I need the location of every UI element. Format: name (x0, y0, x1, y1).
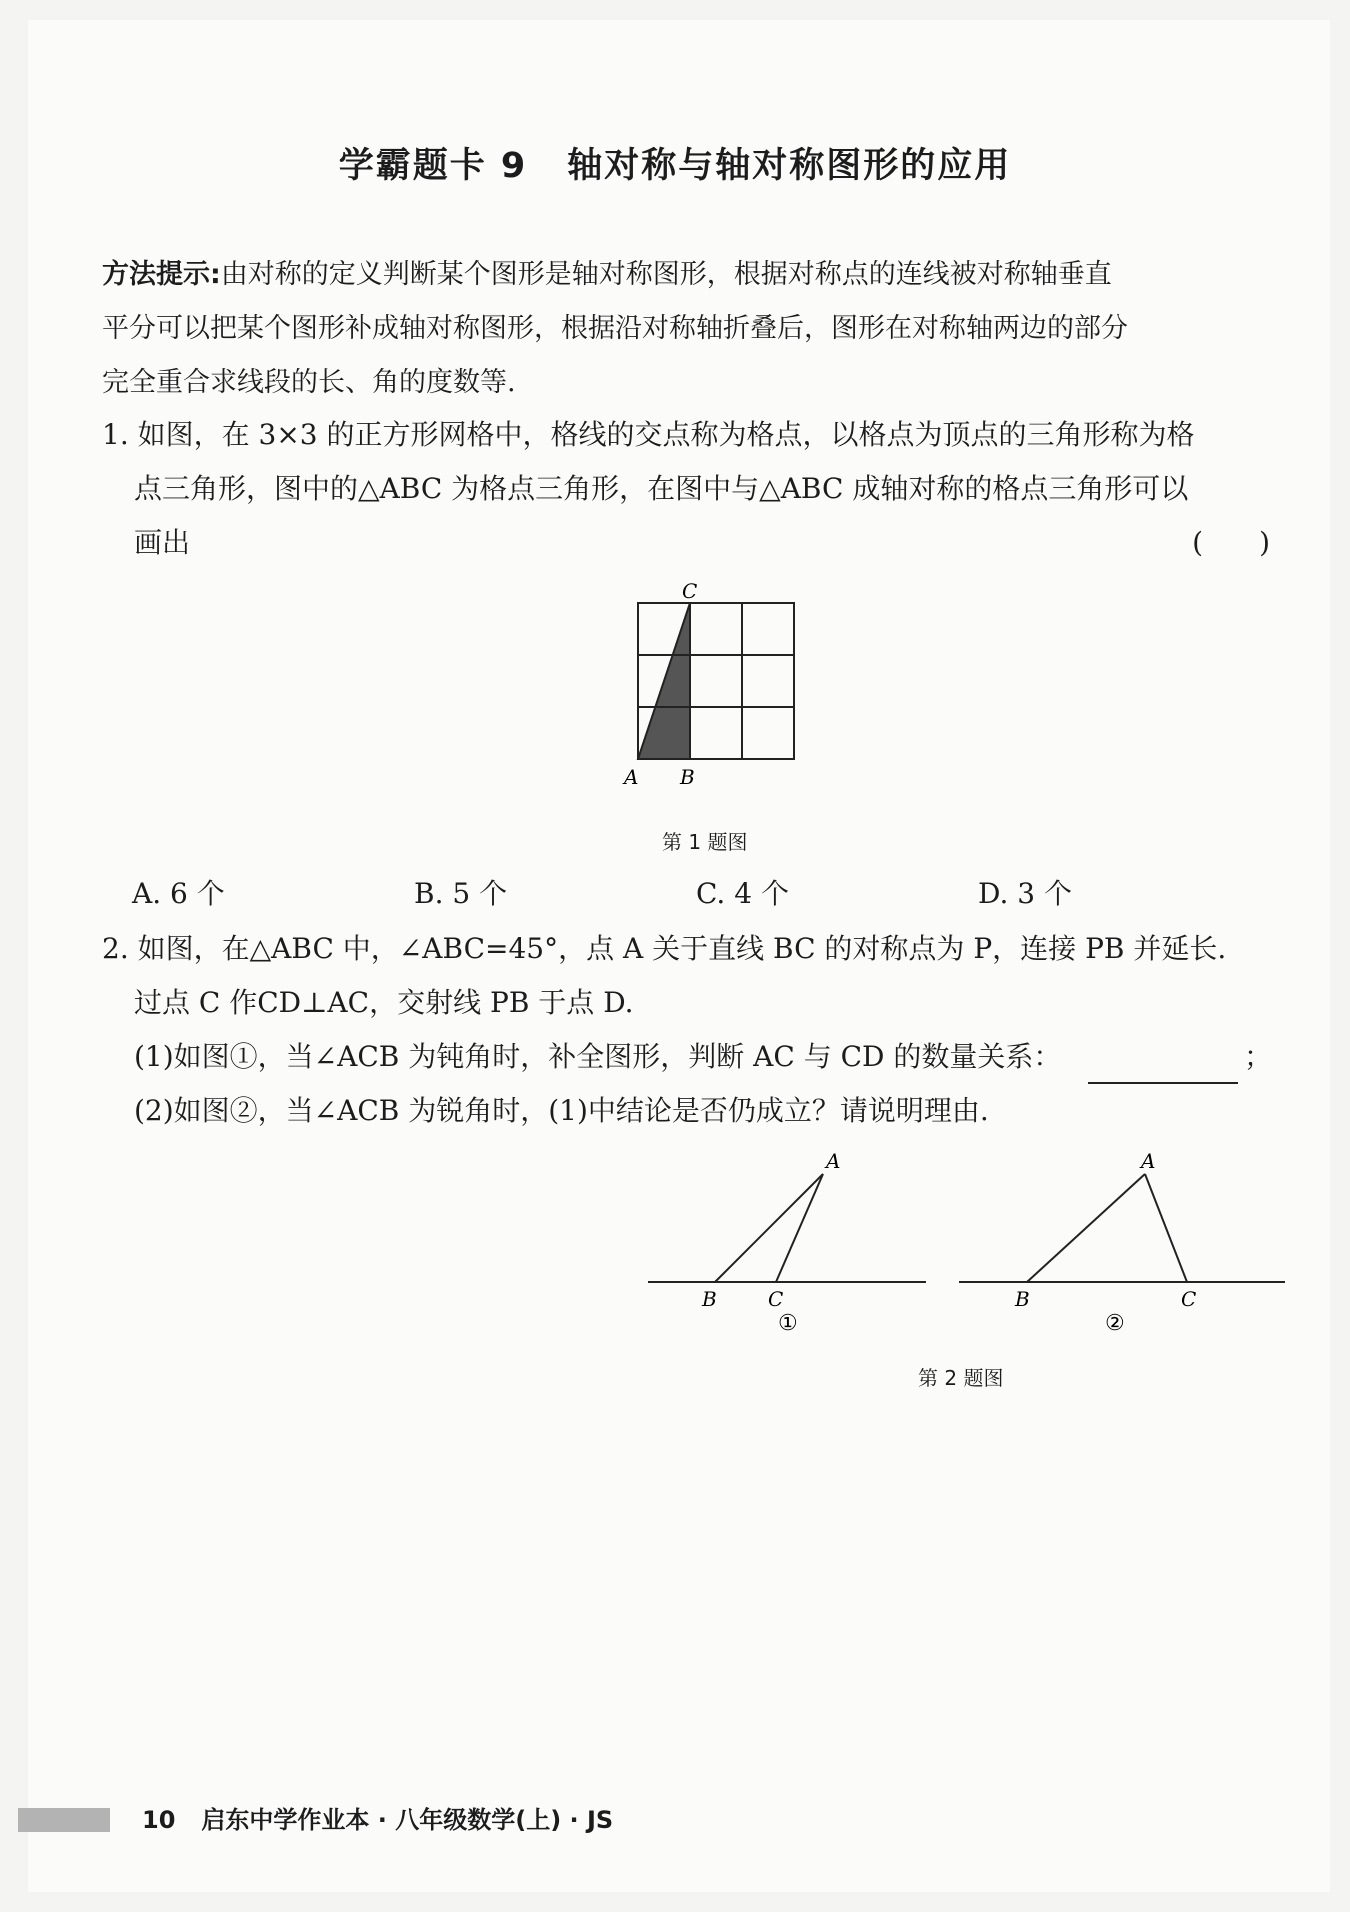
method-tip-line2: 平分可以把某个图形补成轴对称图形，根据沿对称轴折叠后，图形在对称轴两边的部分 (102, 313, 1128, 344)
method-tip-line1: 由对称的定义判断某个图形是轴对称图形，根据对称点的连线被对称轴垂直 (220, 259, 1112, 290)
label-a: A (624, 765, 639, 788)
q1-line2: 点三角形，图中的△ABC 为格点三角形，在图中与△ABC 成轴对称的格点三角形可以 (134, 472, 1189, 505)
q2-caption: 第 2 题图 (918, 1366, 1004, 1390)
option-d: D. 3 个 (978, 877, 1072, 910)
title-card: 学霸题卡 9 (338, 146, 528, 186)
fig1-label-c: C (768, 1287, 784, 1311)
q2-line2: 过点 C 作CD⊥AC，交射线 PB 于点 D. (134, 986, 634, 1019)
q2-figure-1 (640, 1148, 930, 1338)
q2-line1: 2. 如图，在△ABC 中，∠ABC=45°，点 A 关于直线 BC 的对称点为 P，连接 PB 并延长. (102, 932, 1227, 965)
q1-line1: 1. 如图，在 3×3 的正方形网格中，格线的交点称为格点，以格点为顶点的三角形称为格 (102, 418, 1195, 451)
fig2-mark: ② (1105, 1311, 1125, 1336)
triangle-abc (638, 603, 690, 759)
q2-answer-blank[interactable] (1088, 1052, 1238, 1084)
fig2-label-c: C (1181, 1287, 1197, 1311)
option-b: B. 5 个 (414, 877, 508, 910)
fig1-mark: ① (778, 1311, 798, 1336)
q2-part1: (1)如图①，当∠ACB 为钝角时，补全图形，判断 AC 与 CD 的数量关系： (134, 1040, 1062, 1073)
label-c: C (682, 579, 698, 603)
label-b: B (680, 765, 695, 788)
title-topic: 轴对称与轴对称图形的应用 (567, 146, 1012, 186)
fig1-label-b: B (702, 1287, 717, 1311)
q2-figure-2 (955, 1148, 1295, 1338)
question-1 (102, 408, 1292, 570)
q2-part1-end: ； (1243, 1040, 1272, 1073)
method-tip (102, 248, 1282, 410)
footer-bar (18, 1808, 110, 1832)
q1-grid-figure (620, 578, 800, 788)
method-tip-label: 方法提示: (102, 259, 221, 290)
q1-line3: 画出 (134, 526, 191, 559)
fig2-label-b: B (1015, 1287, 1030, 1311)
q1-caption: 第 1 题图 (662, 830, 748, 854)
page-title (0, 138, 1350, 188)
fig2-label-a: A (1141, 1149, 1156, 1173)
option-a: A. 6 个 (132, 877, 225, 910)
page-number: 10 (142, 1806, 176, 1834)
q2-part2: (2)如图②，当∠ACB 为锐角时，(1)中结论是否仍成立？请说明理由. (134, 1094, 989, 1127)
method-tip-line3: 完全重合求线段的长、角的度数等. (102, 367, 516, 398)
fig1-label-a: A (826, 1149, 841, 1173)
book-title: 启东中学作业本 · 八年级数学(上) · JS (201, 1806, 614, 1834)
page-footer (142, 1800, 613, 1835)
q1-answer-paren: ( ) (1192, 526, 1270, 559)
question-2 (102, 922, 1292, 1138)
option-c: C. 4 个 (696, 877, 789, 910)
